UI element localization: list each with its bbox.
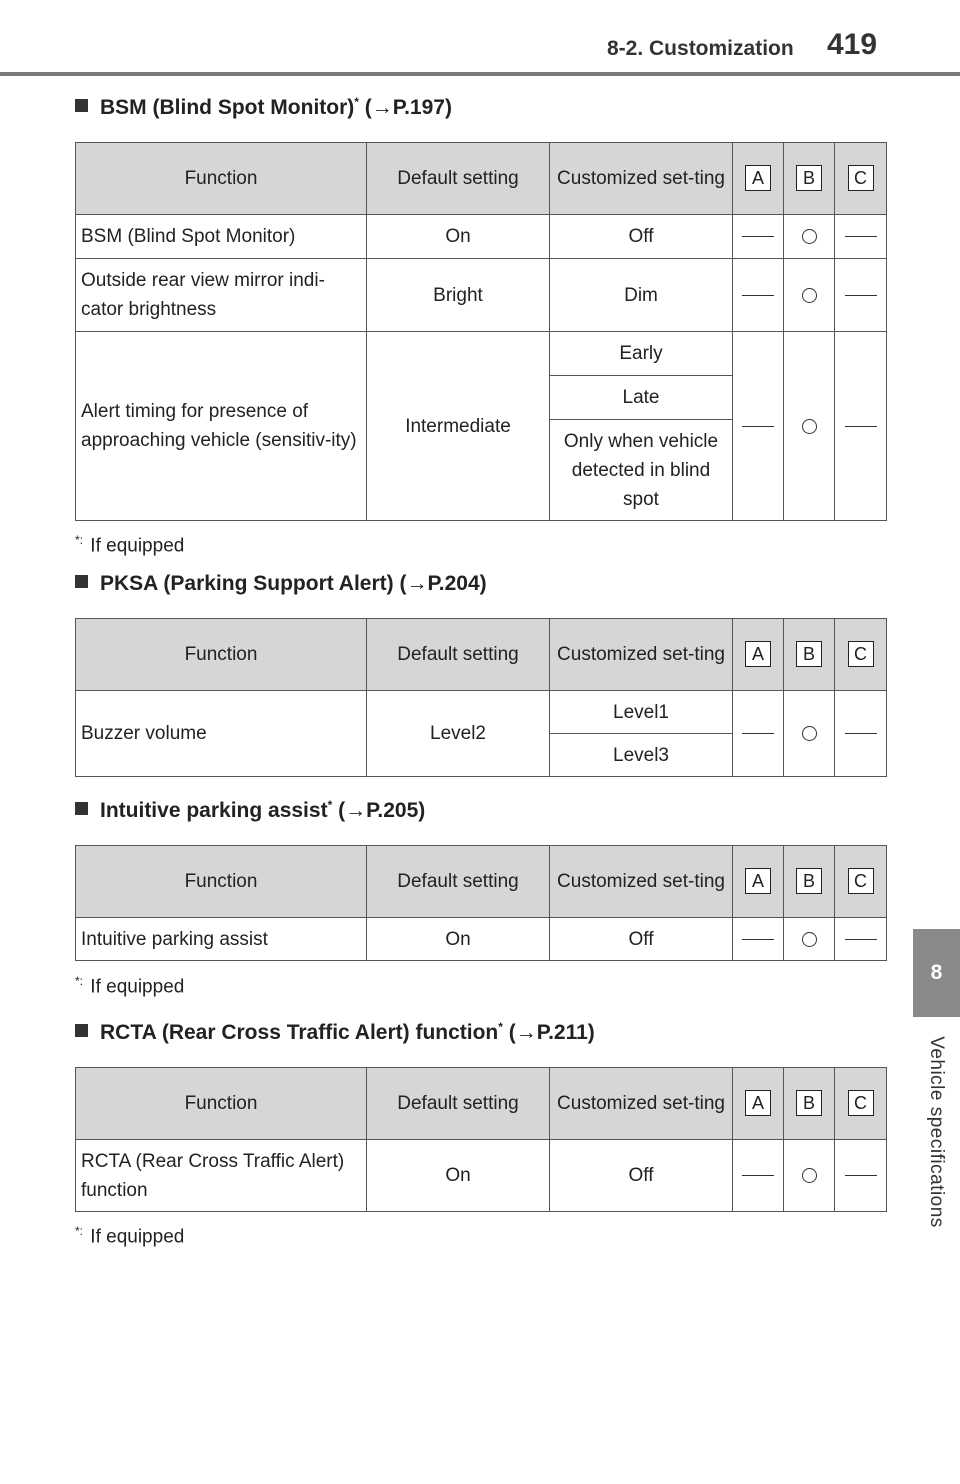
circle-icon [802, 419, 817, 434]
col-b: B [784, 143, 835, 215]
row-custom: Off [550, 918, 733, 961]
page-header [0, 0, 960, 76]
col-c: C [835, 619, 887, 691]
dash-icon [845, 295, 877, 296]
cell-b [784, 918, 835, 961]
rcta-title: RCTA (Rear Cross Traffic Alert) function [100, 1021, 499, 1044]
row-default: On [367, 1140, 550, 1212]
col-default: Default setting [367, 846, 550, 918]
cell-a [733, 918, 784, 961]
bsm-footnote: *: If equipped [75, 533, 185, 557]
footnote-mark: *: [75, 974, 84, 988]
ipa-title: Intuitive parking assist [100, 799, 328, 822]
row-option: Level3 [550, 734, 733, 777]
table-header-row [76, 1068, 887, 1140]
rcta-asterisk: * [498, 1020, 503, 1034]
col-custom: Customized set-ting [550, 846, 733, 918]
cell-b [784, 259, 835, 332]
table-header-row [76, 846, 887, 918]
table-row [76, 259, 887, 332]
row-option: Late [550, 376, 733, 420]
cell-c [835, 332, 887, 521]
square-bullet-icon [75, 99, 88, 112]
page-number: 419 [827, 28, 878, 61]
col-custom: Customized set-ting [550, 1068, 733, 1140]
dash-icon [845, 236, 877, 237]
cell-c [835, 215, 887, 259]
row-function: Outside rear view mirror indi-cator brightness [76, 259, 367, 332]
dash-icon [742, 236, 774, 237]
row-default: Level2 [367, 691, 550, 777]
col-b: B [784, 619, 835, 691]
cell-b [784, 332, 835, 521]
col-function: Function [76, 619, 367, 691]
dash-icon [742, 733, 774, 734]
dash-icon [742, 295, 774, 296]
row-custom: Off [550, 1140, 733, 1212]
col-c: C [835, 1068, 887, 1140]
row-default: Intermediate [367, 332, 550, 521]
row-default: On [367, 215, 550, 259]
table-header-row [76, 143, 887, 215]
bsm-title: BSM (Blind Spot Monitor) [100, 96, 355, 119]
row-default: Bright [367, 259, 550, 332]
ipa-asterisk: * [327, 798, 333, 812]
cell-a [733, 691, 784, 777]
col-b: B [784, 846, 835, 918]
square-bullet-icon [75, 802, 88, 815]
cell-c [835, 259, 887, 332]
row-function: Alert timing for presence of approaching vehicle (sensitiv-ity) [76, 332, 367, 521]
table-row [76, 691, 887, 734]
row-function: RCTA (Rear Cross Traffic Alert) function [76, 1140, 367, 1212]
header-rule [0, 72, 960, 76]
row-function: Buzzer volume [76, 691, 367, 777]
cell-a [733, 215, 784, 259]
row-custom: Off [550, 215, 733, 259]
dash-icon [742, 426, 774, 427]
cell-c [835, 918, 887, 961]
rcta-table [75, 1067, 887, 1212]
ipa-page-ref[interactable]: (→P.205) [338, 799, 426, 822]
chapter-tab[interactable] [913, 929, 960, 1017]
square-bullet-icon [75, 1024, 88, 1037]
chapter-label: Vehicle specifications [926, 1036, 947, 1228]
cell-c [835, 1140, 887, 1212]
circle-icon [802, 932, 817, 947]
pksa-page-ref[interactable]: (→P.204) [399, 572, 487, 595]
row-default: On [367, 918, 550, 961]
cell-a [733, 259, 784, 332]
col-function: Function [76, 1068, 367, 1140]
cell-b [784, 215, 835, 259]
rcta-page-ref[interactable]: (→P.211) [508, 1021, 595, 1044]
bsm-table [75, 142, 887, 521]
col-custom: Customized set-ting [550, 143, 733, 215]
circle-icon [802, 288, 817, 303]
pksa-table [75, 618, 887, 777]
section-title: 8-2. Customization [607, 37, 794, 60]
circle-icon [802, 1168, 817, 1183]
col-c: C [835, 143, 887, 215]
dash-icon [845, 939, 877, 940]
rcta-footnote: *: If equipped [75, 1224, 185, 1248]
pksa-title: PKSA (Parking Support Alert) [100, 572, 394, 595]
circle-icon [802, 726, 817, 741]
cell-b [784, 1140, 835, 1212]
col-default: Default setting [367, 1068, 550, 1140]
cell-b [784, 691, 835, 777]
table-header-row [76, 619, 887, 691]
row-custom: Dim [550, 259, 733, 332]
cell-c [835, 691, 887, 777]
table-row [76, 215, 887, 259]
footnote-mark: *: [75, 1224, 84, 1238]
row-option: Only when vehicle detected in blind spot [550, 420, 733, 521]
dash-icon [742, 939, 774, 940]
row-function: BSM (Blind Spot Monitor) [76, 215, 367, 259]
pksa-heading [75, 572, 487, 596]
row-function: Intuitive parking assist [76, 918, 367, 961]
bsm-asterisk: * [354, 95, 359, 109]
dash-icon [845, 733, 877, 734]
ipa-footnote: *: If equipped [75, 974, 185, 998]
square-bullet-icon [75, 575, 88, 588]
rcta-heading [75, 1020, 595, 1045]
col-function: Function [76, 846, 367, 918]
col-custom: Customized set-ting [550, 619, 733, 691]
table-row [76, 332, 887, 376]
cell-a [733, 332, 784, 521]
table-row [76, 918, 887, 961]
col-a: A [733, 1068, 784, 1140]
col-function: Function [76, 143, 367, 215]
dash-icon [742, 1175, 774, 1176]
dash-icon [845, 426, 877, 427]
col-a: A [733, 846, 784, 918]
col-a: A [733, 143, 784, 215]
row-option: Early [550, 332, 733, 376]
dash-icon [845, 1175, 877, 1176]
cell-a [733, 1140, 784, 1212]
col-default: Default setting [367, 143, 550, 215]
circle-icon [802, 229, 817, 244]
ipa-table [75, 845, 887, 961]
col-c: C [835, 846, 887, 918]
col-a: A [733, 619, 784, 691]
chapter-number: 8 [930, 961, 943, 984]
ipa-heading [75, 798, 425, 823]
table-row [76, 1140, 887, 1212]
bsm-heading [75, 95, 452, 120]
col-default: Default setting [367, 619, 550, 691]
footnote-mark: *: [75, 533, 84, 547]
col-b: B [784, 1068, 835, 1140]
bsm-page-ref[interactable]: (→P.197) [364, 96, 452, 119]
row-option: Level1 [550, 691, 733, 734]
